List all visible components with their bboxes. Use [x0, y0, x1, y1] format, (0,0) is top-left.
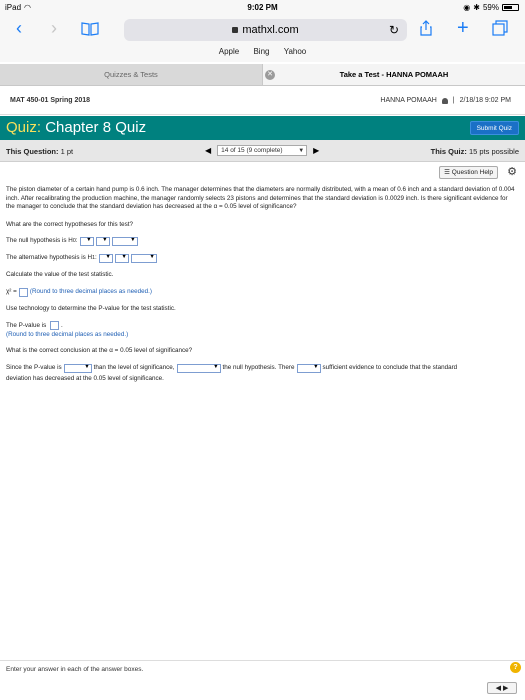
bookmarks-icon[interactable] — [81, 20, 99, 40]
question-pager — [205, 145, 319, 156]
back-icon[interactable]: ‹ — [16, 18, 22, 38]
reload-icon[interactable]: ↻ — [388, 23, 399, 37]
battery-fill — [504, 6, 512, 9]
since-label: Since the P-value is — [6, 363, 62, 371]
problem-statement: The piston diameter of a certain hand pump is 0.6 inch. The manager determines that the diameters are normally distributed, with a mean of 0.6 inch and a standard deviation of 0.004 inch. After recalibrating the production machine, the manager randomly selects 23 pistons and determines that the standard deviation is 0.0029 inch. Is there significant evidence for the manager to conclude that the standard deviation has decreased at the α = 0.05 level of significance? — [6, 186, 515, 210]
footer-instruction: Enter your answer in each of the answer boxes. — [6, 666, 144, 673]
battery-percent: 59% — [482, 3, 499, 12]
footer-divider — [0, 660, 525, 661]
user-icon — [442, 98, 448, 104]
alt-parameter-dropdown[interactable] — [99, 254, 113, 263]
tab-label: Quizzes & Tests — [104, 70, 158, 79]
comparison-dropdown[interactable] — [64, 364, 92, 373]
header-separator: | — [452, 97, 455, 104]
course-header — [0, 87, 525, 115]
previous-question-icon[interactable]: ◀ — [205, 146, 212, 155]
alternative-hypothesis-subscript: 1 — [92, 254, 96, 261]
p-value-prompt: Use technology to determine the P-value for the test statistic. — [6, 304, 176, 312]
p-value-label: The P-value is — [6, 322, 47, 330]
alt-value-dropdown[interactable] — [131, 254, 157, 263]
this-quiz-label: This Quiz: — [430, 147, 467, 156]
favorite-apple[interactable]: Apple — [218, 47, 240, 56]
status-bar — [0, 0, 525, 14]
status-time: 9:02 PM — [247, 3, 278, 12]
gear-icon[interactable]: ⚙ — [507, 166, 517, 178]
conclusion-block — [6, 364, 518, 384]
question-status-bar — [0, 140, 525, 162]
list-icon: ☰ — [444, 169, 450, 176]
tabs-icon[interactable] — [492, 20, 508, 41]
battery-icon — [502, 4, 519, 11]
location-icon: ◉ — [463, 3, 471, 12]
p-value-block — [6, 321, 518, 339]
this-quiz-value: 15 pts possible — [468, 147, 519, 156]
wifi-icon: ◠ — [24, 3, 31, 12]
decision-dropdown[interactable] — [177, 364, 221, 373]
chi-square-row — [6, 288, 518, 297]
null-hypothesis-subscript: 0 — [72, 237, 76, 244]
evidence-dropdown[interactable] — [297, 364, 321, 373]
chi-square-label: χ² = — [6, 287, 17, 295]
sufficient-evidence-label: sufficient evidence to conclude that the standard — [322, 363, 458, 371]
p-value-input[interactable] — [50, 321, 59, 330]
course-user-info — [380, 97, 511, 104]
quiz-label: Quiz: — [6, 119, 42, 136]
footer-next-icon[interactable]: ▶ — [502, 685, 509, 692]
this-quiz — [431, 147, 519, 156]
tab-quizzes-tests[interactable] — [0, 64, 263, 85]
this-question-label: This Question: — [6, 147, 59, 156]
alternative-hypothesis-row: The alternative hypothesis is H 1 : ▼ ▼ ▼ — [6, 254, 518, 263]
favorites-bar — [0, 47, 525, 56]
null-hypothesis-row: The null hypothesis is H 0 : ▼ ▼ ▼ — [6, 237, 518, 246]
hypotheses-prompt: What are the correct hypotheses for this test? — [6, 220, 134, 228]
chi-square-hint: (Round to three decimal places as needed.) — [29, 287, 153, 295]
this-question — [6, 147, 73, 156]
question-body — [6, 186, 518, 383]
device-label: iPad — [5, 3, 22, 12]
null-operator-dropdown[interactable] — [96, 237, 110, 246]
browser-toolbar — [0, 14, 525, 62]
p-value-hint: (Round to three decimal places as needed.) — [6, 330, 129, 338]
footer-pager — [487, 682, 517, 694]
null-parameter-dropdown[interactable] — [80, 237, 94, 246]
question-help-label: Question Help — [451, 169, 493, 176]
p-value-row: The P-value is . — [6, 322, 63, 330]
user-name: HANNA POMAAH — [380, 97, 437, 104]
course-name: MAT 450-01 Spring 2018 — [10, 97, 91, 104]
next-question-icon[interactable]: ▶ — [313, 146, 320, 155]
forward-icon[interactable]: › — [51, 18, 57, 38]
lock-icon — [232, 27, 238, 33]
submit-quiz-button[interactable]: Submit Quiz — [470, 121, 519, 135]
footer-previous-icon[interactable]: ◀ — [495, 685, 502, 692]
null-value-dropdown[interactable] — [112, 237, 138, 246]
help-icon[interactable]: ? — [510, 662, 521, 673]
null-hypothesis-there-label: the null hypothesis. There — [222, 363, 295, 371]
null-hypothesis-label: The null hypothesis is H — [6, 237, 73, 245]
conclusion-prompt: What is the correct conclusion at the α = 0.05 level of significance? — [6, 347, 193, 355]
favorite-bing[interactable]: Bing — [253, 47, 270, 56]
browser-tabs — [0, 64, 525, 86]
close-tab-icon[interactable]: ✕ — [265, 70, 275, 80]
favorite-yahoo[interactable]: Yahoo — [283, 47, 307, 56]
quiz-name: Chapter 8 Quiz — [45, 119, 147, 136]
status-right — [463, 3, 519, 12]
tab-take-a-test[interactable] — [263, 64, 525, 85]
url-value: mathxl.com — [242, 24, 299, 36]
header-datetime: 2/18/18 9:02 PM — [459, 97, 511, 104]
tab-label: Take a Test - HANNA POMAAH — [339, 70, 449, 79]
than-label: than the level of significance, — [93, 363, 175, 371]
question-select[interactable]: 14 of 15 (9 complete) ▼ — [217, 145, 307, 156]
this-question-value: 1 pt — [60, 147, 74, 156]
quiz-title — [6, 119, 146, 136]
bluetooth-icon: ✱ — [473, 3, 480, 12]
url-bar[interactable] — [124, 19, 407, 41]
alternative-hypothesis-label: The alternative hypothesis is H — [6, 254, 93, 262]
conclusion-row — [6, 364, 518, 373]
url-text — [124, 24, 407, 36]
new-tab-icon[interactable]: + — [457, 17, 469, 39]
help-row — [0, 162, 525, 182]
conclusion-continuation: deviation has decreased at the 0.05 level of significance. — [6, 374, 164, 382]
question-help-button[interactable] — [439, 166, 498, 179]
quiz-title-bar — [0, 116, 525, 140]
test-statistic-prompt: Calculate the value of the test statistic. — [6, 271, 114, 278]
chi-square-input[interactable] — [19, 288, 28, 297]
alt-operator-dropdown[interactable] — [115, 254, 129, 263]
share-icon[interactable] — [420, 20, 432, 41]
